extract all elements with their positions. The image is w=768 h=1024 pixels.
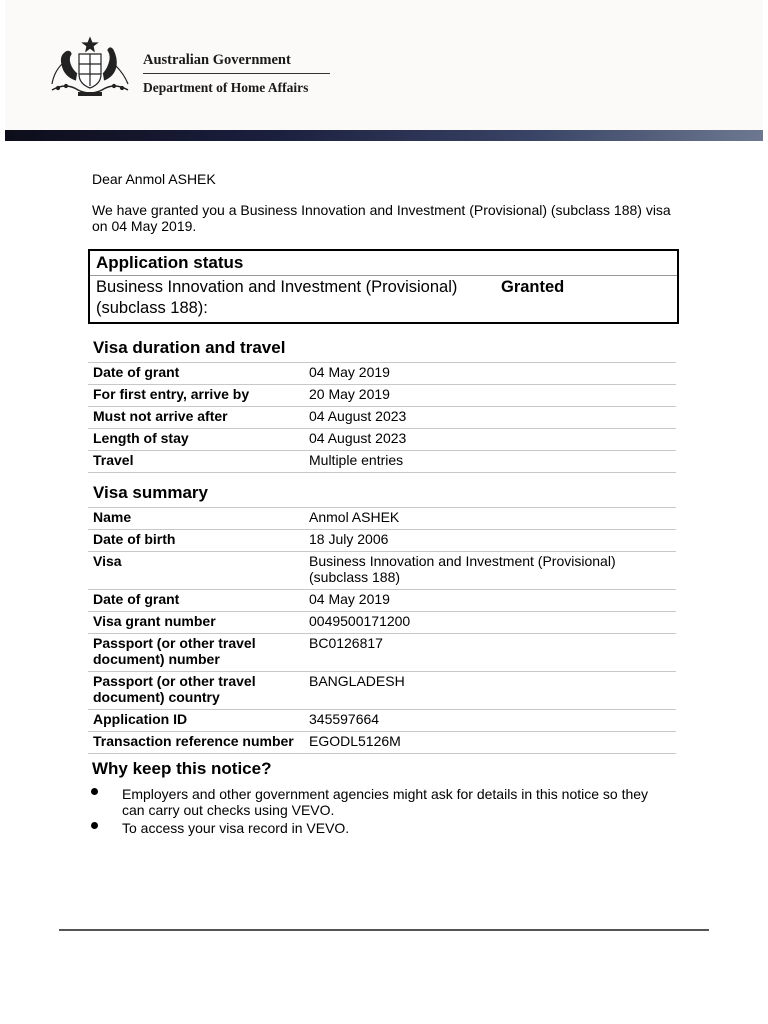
table-row: [88, 530, 676, 552]
salutation: Dear Anmol ASHEK: [92, 171, 216, 187]
visa-duration-table: [88, 362, 676, 473]
row-label: Name: [88, 508, 304, 530]
coat-of-arms-icon: [46, 36, 134, 98]
row-value: Anmol ASHEK: [304, 508, 676, 530]
row-label: Transaction reference number: [88, 732, 304, 754]
row-label: Visa grant number: [88, 612, 304, 634]
row-value: 20 May 2019: [304, 385, 676, 407]
table-row: [88, 672, 676, 710]
row-label: Date of birth: [88, 530, 304, 552]
table-row: [88, 552, 676, 590]
row-value: 04 August 2023: [304, 407, 676, 429]
application-status-box: [88, 249, 679, 324]
row-value: BANGLADESH: [304, 672, 676, 710]
table-row: [88, 732, 676, 754]
application-status-title: Application status: [96, 253, 244, 272]
status-divider: [90, 275, 677, 276]
table-row: [88, 363, 676, 385]
table-row: [88, 634, 676, 672]
footer-divider: [59, 929, 709, 931]
bullet-icon: [91, 788, 98, 795]
bullet-icon: [91, 822, 98, 829]
row-label: Application ID: [88, 710, 304, 732]
visa-duration-heading: Visa duration and travel: [93, 338, 286, 357]
row-value: 345597664: [304, 710, 676, 732]
why-keep-heading: Why keep this notice?: [92, 759, 272, 778]
header-banner: [5, 130, 763, 141]
row-label: Passport (or other travel document) country: [88, 672, 304, 710]
row-label: Visa: [88, 552, 304, 590]
table-row: [88, 612, 676, 634]
department-name: Department of Home Affairs: [143, 80, 309, 95]
list-item: [88, 820, 668, 836]
table-row: [88, 451, 676, 473]
row-value: EGODL5126M: [304, 732, 676, 754]
list-item-text: Employers and other government agencies might ask for details in this notice so they can carry out checks using VEVO.: [122, 786, 649, 818]
government-name: Australian Government: [143, 52, 291, 68]
row-value: BC0126817: [304, 634, 676, 672]
visa-summary-table: [88, 507, 676, 754]
visa-summary-heading: Visa summary: [93, 483, 208, 502]
row-value: 04 May 2019: [304, 363, 676, 385]
row-label: Length of stay: [88, 429, 304, 451]
table-row: [88, 590, 676, 612]
why-keep-list: [88, 786, 668, 838]
table-row: [88, 407, 676, 429]
row-value: Multiple entries: [304, 451, 676, 473]
row-label: For first entry, arrive by: [88, 385, 304, 407]
row-label: Must not arrive after: [88, 407, 304, 429]
intro-paragraph: We have granted you a Business Innovation and Investment (Provisional) (subclass 188) visa on 04 May 2019.: [92, 202, 671, 234]
application-status-result: Granted: [501, 278, 565, 296]
row-value: 04 August 2023: [304, 429, 676, 451]
row-value: 18 July 2006: [304, 530, 676, 552]
table-row: [88, 710, 676, 732]
list-item-text: To access your visa record in VEVO.: [122, 820, 350, 836]
table-row: [88, 385, 676, 407]
table-row: [88, 508, 676, 530]
row-value: Business Innovation and Investment (Provisional) (subclass 188): [304, 552, 676, 590]
row-value: 04 May 2019: [304, 590, 676, 612]
table-row: [88, 429, 676, 451]
list-item: [88, 786, 668, 818]
row-label: Passport (or other travel document) number: [88, 634, 304, 672]
row-label: Travel: [88, 451, 304, 473]
row-value: 0049500171200: [304, 612, 676, 634]
header-divider: [143, 73, 330, 74]
row-label: Date of grant: [88, 590, 304, 612]
row-label: Date of grant: [88, 363, 304, 385]
application-status-visa: Business Innovation and Investment (Provisional) (subclass 188):: [96, 278, 458, 317]
